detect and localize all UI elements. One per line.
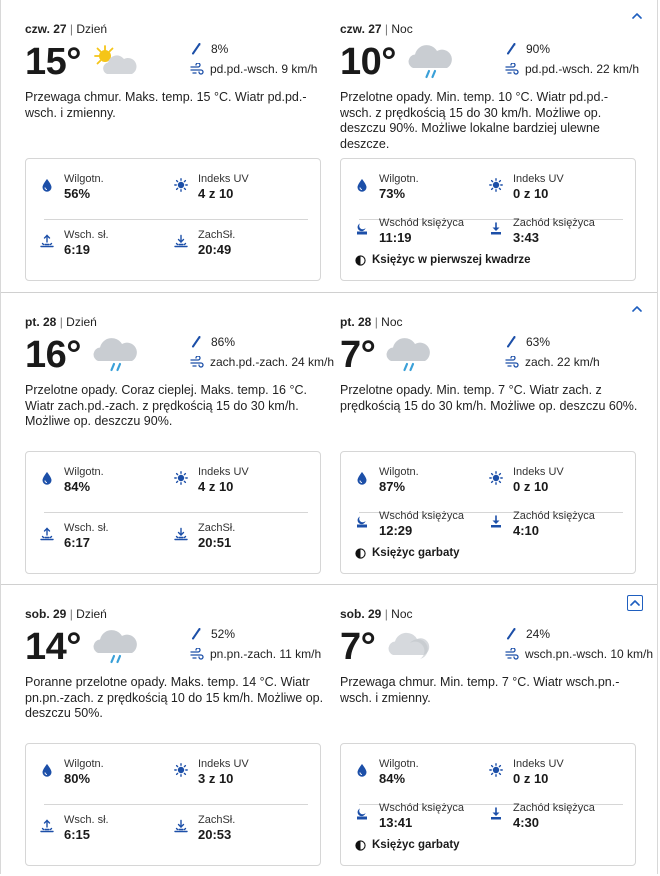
details-card [25, 158, 321, 281]
temperature: 10° [340, 41, 396, 83]
humidity-label: Wilgotn. [64, 466, 104, 478]
humidity-cell [355, 758, 485, 792]
moonrise-cell [355, 802, 485, 836]
uv-cell [174, 758, 304, 792]
moon-phase [355, 839, 460, 851]
droplet-icon [355, 763, 369, 777]
date-label: sob. 29 [25, 607, 67, 621]
moonrise-label: Wschód księżyca [379, 217, 464, 229]
sunrise-label: Wsch. sł. [64, 814, 109, 826]
forecast-day-0 [1, 0, 657, 292]
date-label: sob. 29 [340, 607, 382, 621]
sunrise-icon [40, 527, 54, 541]
humidity-value: 84% [379, 771, 406, 786]
droplet-icon [355, 471, 369, 485]
humidity-cell [40, 173, 170, 207]
temperature: 7° [340, 334, 376, 376]
precip-value: 63% [526, 335, 551, 349]
sunset-cell [174, 229, 304, 263]
uv-cell [174, 466, 304, 500]
sun-icon [489, 763, 503, 777]
sunrise-cell [40, 522, 170, 556]
uv-label: Indeks UV [198, 173, 249, 185]
temperature: 14° [25, 626, 81, 668]
moonrise-icon [355, 807, 369, 821]
uv-cell [174, 173, 304, 207]
forecast-description: Przelotne opady. Coraz cieplej. Maks. temp. 16 °C. Wiatr zach.pd.-zach. z prędkością 15 do 30 km/h. Możliwe op. deszczu 90%. [25, 383, 307, 428]
humidity-value: 56% [64, 186, 91, 201]
moonset-value: 4:10 [513, 523, 540, 538]
sunrise-icon [40, 819, 54, 833]
details-card [340, 743, 636, 866]
sunrise-value: 6:19 [64, 242, 91, 257]
humidity-value: 84% [64, 479, 91, 494]
droplet-icon [40, 178, 54, 192]
sun-icon [174, 178, 188, 192]
period-label: Dzień [76, 607, 107, 621]
precip-value: 52% [211, 627, 236, 641]
umbrella-icon [190, 336, 202, 348]
forecast-description: Przelotne opady. Min. temp. 10 °C. Wiatr pd.pd.-wsch. z prędkością 15 do 30 km/h. Możliwe op. deszczu 90%. Możliwe lokalne bardziej ulewne deszcze. [340, 90, 609, 151]
moon-phase [355, 254, 531, 266]
uv-label: Indeks UV [513, 173, 564, 185]
moonset-label: Zachód księżyca [513, 217, 595, 229]
moonset-cell [489, 510, 619, 544]
wind-icon [505, 356, 519, 368]
wind-info [505, 355, 600, 369]
moon-phase-icon [355, 255, 366, 266]
day-period [25, 0, 325, 257]
moon-phase-label: Księżyc garbaty [372, 839, 460, 851]
humidity-label: Wilgotn. [379, 466, 419, 478]
wind-info [190, 647, 321, 661]
period-label: Dzień [76, 22, 108, 36]
sun-icon [174, 763, 188, 777]
precip-chance [505, 335, 550, 349]
humidity-cell [40, 758, 170, 792]
cloudy-night-icon [384, 629, 432, 665]
moonset-label: Zachód księżyca [513, 802, 595, 814]
sunset-icon [174, 819, 188, 833]
sunset-cell [174, 814, 304, 848]
droplet-icon [40, 763, 54, 777]
moonrise-cell [355, 217, 485, 251]
moon-phase-label: Księżyc w pierwszej kwadrze [372, 254, 531, 266]
temperature: 7° [340, 626, 376, 668]
wind-value: pn.pn.-zach. 11 km/h [210, 647, 322, 661]
humidity-label: Wilgotn. [64, 173, 104, 185]
period-header: sob. 29 | Noc [340, 607, 413, 621]
uv-cell [489, 173, 619, 207]
details-card [25, 743, 321, 866]
night-period [340, 585, 654, 851]
moonset-icon [489, 515, 503, 529]
humidity-value: 87% [379, 479, 406, 494]
moonrise-icon [355, 515, 369, 529]
sunset-value: 20:51 [198, 535, 232, 550]
forecast-day-1 [1, 292, 657, 584]
period-header: czw. 27 | Noc [340, 22, 413, 36]
wind-info [505, 62, 639, 76]
precip-chance [190, 42, 228, 56]
forecast-description: Przelotne opady. Min. temp. 7 °C. Wiatr zach. z prędkością 15 do 30 km/h. Możliwe op. deszczu 60%. [340, 383, 638, 413]
sunset-label: ZachSł. [198, 522, 236, 534]
moonset-cell [489, 217, 619, 251]
moonrise-cell [355, 510, 485, 544]
precip-chance [190, 335, 235, 349]
date-label: pt. 28 [25, 315, 57, 329]
uv-value: 3 z 10 [198, 771, 234, 786]
humidity-cell [355, 173, 485, 207]
wind-value: zach. 22 km/h [525, 355, 600, 369]
moonrise-icon [355, 222, 369, 236]
day-period [25, 293, 335, 550]
partly-sunny-icon [91, 44, 139, 80]
period-header: sob. 29 | Dzień [25, 607, 107, 621]
period-header: czw. 27 | Dzień [25, 22, 108, 36]
moonrise-label: Wschód księżyca [379, 510, 464, 522]
uv-value: 0 z 10 [513, 771, 549, 786]
sun-icon [489, 471, 503, 485]
temperature: 15° [25, 41, 81, 83]
moonset-cell [489, 802, 619, 836]
forecast-day-2 [1, 584, 657, 876]
period-label: Noc [391, 607, 413, 621]
night-period [340, 293, 640, 559]
divider [44, 804, 308, 805]
sunrise-value: 6:15 [64, 827, 91, 842]
wind-value: pd.pd.-wsch. 9 km/h [210, 62, 318, 76]
humidity-label: Wilgotn. [379, 173, 419, 185]
wind-info [190, 62, 317, 76]
sunset-cell [174, 522, 304, 556]
sun-icon [489, 178, 503, 192]
date-label: czw. 27 [340, 22, 382, 36]
uv-value: 0 z 10 [513, 186, 549, 201]
precip-value: 90% [526, 42, 551, 56]
umbrella-icon [505, 336, 517, 348]
uv-cell [489, 466, 619, 500]
humidity-value: 73% [379, 186, 406, 201]
sunset-label: ZachSł. [198, 229, 236, 241]
uv-label: Indeks UV [513, 758, 564, 770]
period-label: Dzień [66, 315, 97, 329]
rain-cloud-icon [384, 337, 432, 373]
droplet-icon [355, 178, 369, 192]
precip-chance [190, 627, 235, 641]
umbrella-icon [190, 43, 202, 55]
sunrise-value: 6:17 [64, 535, 91, 550]
moon-phase [355, 547, 460, 559]
details-card [340, 158, 636, 281]
uv-label: Indeks UV [513, 466, 564, 478]
wind-icon [190, 648, 204, 660]
period-header: pt. 28 | Noc [340, 315, 403, 329]
wind-icon [190, 356, 204, 368]
wind-value: wsch.pn.-wsch. 10 km/h [525, 647, 654, 661]
wind-icon [190, 63, 204, 75]
rain-cloud-icon [91, 337, 139, 373]
umbrella-icon [505, 628, 517, 640]
details-card [340, 451, 636, 574]
uv-cell [489, 758, 619, 792]
divider [44, 219, 308, 220]
moon-phase-icon [355, 840, 366, 851]
sunrise-label: Wsch. sł. [64, 522, 109, 534]
period-label: Noc [391, 22, 413, 36]
day-period [25, 585, 325, 842]
forecast-description: Poranne przelotne opady. Maks. temp. 14 °C. Wiatr pn.pn.-zach. z prędkością 10 do 15 km/h. Możliwe op. deszczu 50%. [25, 675, 324, 720]
forecast-description: Przewaga chmur. Min. temp. 7 °C. Wiatr wsch.pn.-wsch. i zmienny. [340, 675, 620, 705]
moonset-icon [489, 222, 503, 236]
sunrise-icon [40, 234, 54, 248]
precip-value: 8% [211, 42, 229, 56]
humidity-value: 80% [64, 771, 91, 786]
wind-value: zach.pd.-zach. 24 km/h [210, 355, 335, 369]
uv-value: 4 z 10 [198, 479, 234, 494]
period-label: Noc [381, 315, 403, 329]
sunrise-cell [40, 229, 170, 263]
precip-chance [505, 42, 550, 56]
moonset-value: 3:43 [513, 230, 540, 245]
sunset-icon [174, 234, 188, 248]
divider [44, 512, 308, 513]
sunrise-cell [40, 814, 170, 848]
date-label: czw. 27 [25, 22, 67, 36]
sunset-value: 20:53 [198, 827, 232, 842]
moonrise-label: Wschód księżyca [379, 802, 464, 814]
sunset-icon [174, 527, 188, 541]
temperature: 16° [25, 334, 81, 376]
moon-phase-icon [355, 548, 366, 559]
umbrella-icon [505, 43, 517, 55]
sun-icon [174, 471, 188, 485]
uv-value: 0 z 10 [513, 479, 549, 494]
moon-phase-label: Księżyc garbaty [372, 547, 460, 559]
date-label: pt. 28 [340, 315, 372, 329]
moonrise-value: 13:41 [379, 815, 413, 830]
uv-label: Indeks UV [198, 466, 249, 478]
sunset-value: 20:49 [198, 242, 232, 257]
precip-value: 24% [526, 627, 551, 641]
uv-label: Indeks UV [198, 758, 249, 770]
forecast-description: Przewaga chmur. Maks. temp. 15 °C. Wiatr pd.pd.-wsch. i zmienny. [25, 90, 307, 120]
humidity-label: Wilgotn. [379, 758, 419, 770]
moonset-label: Zachód księżyca [513, 510, 595, 522]
moonset-value: 4:30 [513, 815, 540, 830]
droplet-icon [40, 471, 54, 485]
precip-value: 86% [211, 335, 236, 349]
wind-icon [505, 63, 519, 75]
wind-info [190, 355, 334, 369]
wind-info [505, 647, 653, 661]
precip-chance [505, 627, 550, 641]
wind-icon [505, 648, 519, 660]
rain-cloud-icon [406, 44, 454, 80]
wind-value: pd.pd.-wsch. 22 km/h [525, 62, 640, 76]
humidity-label: Wilgotn. [64, 758, 104, 770]
details-card [25, 451, 321, 574]
sunrise-label: Wsch. sł. [64, 229, 109, 241]
moonrise-value: 12:29 [379, 523, 413, 538]
uv-value: 4 z 10 [198, 186, 234, 201]
humidity-cell [355, 466, 485, 500]
sunset-label: ZachSł. [198, 814, 236, 826]
umbrella-icon [190, 628, 202, 640]
moonrise-value: 11:19 [379, 230, 412, 245]
moonset-icon [489, 807, 503, 821]
humidity-cell [40, 466, 170, 500]
rain-cloud-icon [91, 629, 139, 665]
night-period [340, 0, 640, 266]
period-header: pt. 28 | Dzień [25, 315, 97, 329]
